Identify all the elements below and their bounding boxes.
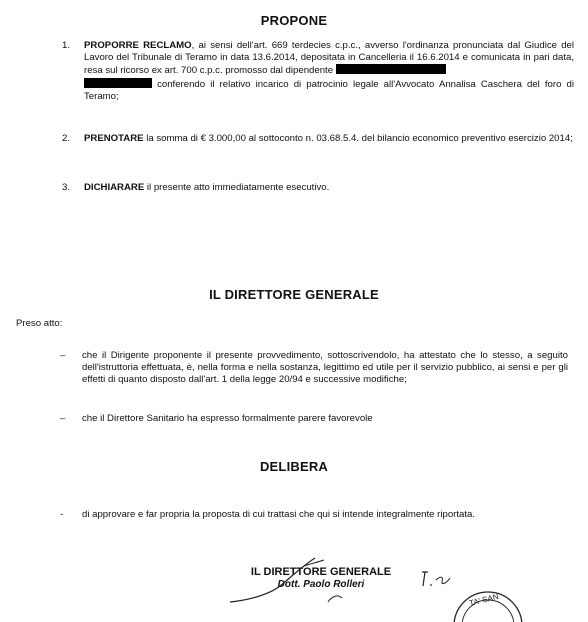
signature-title: IL DIRETTORE GENERALE xyxy=(250,566,392,578)
item-action-bold: DICHIARARE xyxy=(84,182,145,193)
item-text-part-b: conferendo il relativo incarico di patrocinio legale all'Avvocato Annalisa Caschera del foro di Teramo; xyxy=(84,78,574,102)
item-number: 1. xyxy=(62,40,71,51)
delibera-item-1 xyxy=(60,509,568,521)
item-action-bold: PRENOTARE xyxy=(84,133,144,144)
propone-item-1 xyxy=(62,40,574,103)
item-number: 3. xyxy=(62,182,71,193)
item-text: la somma di € 3.000,00 al sottoconto n. 03.68.5.4. del bilancio economico preventivo esercizio 2014; xyxy=(143,133,573,144)
redaction-box-2 xyxy=(84,78,152,88)
signature-name: Dott. Paolo Rolleri xyxy=(277,579,365,590)
heading-propone: PROPONE xyxy=(260,13,328,28)
propone-item-2 xyxy=(62,133,574,145)
dash-bullet: – xyxy=(60,350,66,361)
preso-item-text: che il Dirigente proponente il presente provvedimento, sottoscrivendolo, ha attestato che lo stesso, a seguito dell'istruttoria effettuata, è, nella forma e nella sostanza, legittimo ed utile per il servizio pubblico, ai sensi e per gli effetti di quanto disposto dall'art. 1 della legge 20/94 e successive modifiche; xyxy=(82,350,568,386)
heading-direttore-generale: IL DIRETTORE GENERALE xyxy=(209,287,379,302)
preso-item-2 xyxy=(60,413,568,425)
item-action-bold: PROPORRE RECLAMO xyxy=(84,40,192,51)
svg-text:TA' SAN: TA' SAN xyxy=(468,591,500,608)
item-body xyxy=(84,133,574,145)
dash-bullet: – xyxy=(60,413,66,424)
official-stamp xyxy=(440,582,530,622)
preso-atto-label: Preso atto: xyxy=(16,318,63,329)
item-number: 2. xyxy=(62,133,71,144)
propone-item-3 xyxy=(62,182,574,194)
item-text-part-a: , ai sensi dell'art. 669 terdecies c.p.c., avverso l'ordinanza pronunciata dal Giudice del Lavoro del Tribunale di Teramo in data 13.6.2014, depositata in Cancelleria il 16.6.2014 e comunicata in pari data, resa sul ricorso ex art. 700 c.p.c. promosso dal dipendente xyxy=(84,40,574,77)
redaction-box-1 xyxy=(336,64,446,74)
item-body xyxy=(84,40,574,103)
preso-item-1 xyxy=(60,350,568,387)
preso-item-text: che il Direttore Sanitario ha espresso formalmente parere favorevole xyxy=(82,413,373,424)
delibera-item-text: di approvare e far propria la proposta di cui trattasi che qui si intende integralmente riportata. xyxy=(82,509,476,520)
item-text: il presente atto immediatamente esecutivo. xyxy=(144,182,330,193)
dash-bullet: - xyxy=(60,509,64,520)
item-body xyxy=(84,182,574,194)
heading-delibera: DELIBERA xyxy=(259,459,329,474)
handwritten-signature xyxy=(220,550,380,610)
